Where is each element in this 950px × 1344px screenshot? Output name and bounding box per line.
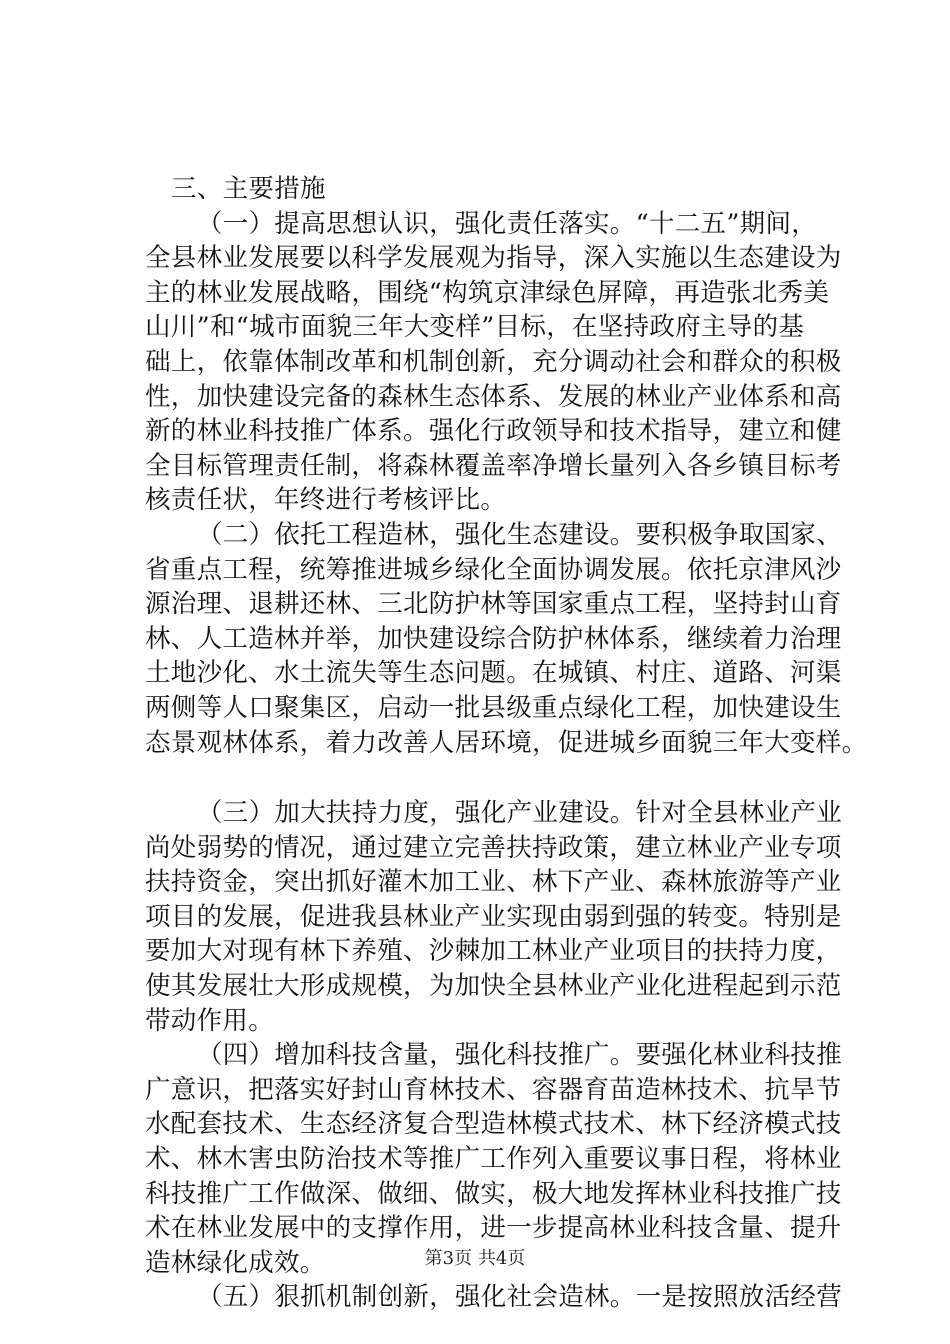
paragraph-line: 广意识，把落实好封山育林技术、容器育苗造林技术、抗旱节: [145, 1074, 842, 1105]
paragraph-line: （一）提高思想认识，强化责任落实。“十二五”期间，: [197, 208, 818, 239]
paragraph-line: 省重点工程，统筹推进城乡绿化全面协调发展。依托京津风沙: [145, 554, 842, 585]
paragraph-line: 主的林业发展战略，围绕“构筑京津绿色屏障，再造张北秀美: [145, 277, 830, 308]
paragraph-line: 术、林木害虫防治技术等推广工作列入重要议事日程，将林业: [145, 1144, 842, 1175]
paragraph-line: 全县林业发展要以科学发展观为指导，深入实施以生态建设为: [145, 243, 842, 274]
paragraph-line: 础上，依靠体制改革和机制创新，充分调动社会和群众的积极: [145, 346, 842, 377]
paragraph-line: 带动作用。: [145, 1005, 275, 1036]
paragraph-line: （三）加大扶持力度，强化产业建设。针对全县林业产业: [197, 798, 843, 829]
paragraph-line: （四）增加科技含量，强化科技推广。要强化林业科技推: [197, 1040, 843, 1071]
paragraph-line: （五）狠抓机制创新，强化社会造林。一是按照放活经营: [197, 1282, 843, 1313]
paragraph-line: 全目标管理责任制，将森林覆盖率净增长量列入各乡镇目标考: [145, 450, 842, 481]
paragraph-line: 使其发展壮大形成规模，为加快全县林业产业化进程起到示范: [145, 971, 842, 1002]
paragraph-line: 土地沙化、水土流失等生态问题。在城镇、村庄、道路、河渠: [145, 658, 842, 689]
section-heading: 三、主要措施: [171, 174, 326, 204]
paragraph-gap: [145, 760, 835, 796]
body-text: [145, 172, 868, 1315]
paragraph-line: 扶持资金，突出抓好灌木加工业、林下产业、森林旅游等产业: [145, 867, 842, 898]
page-number-footer: 第3页 共4页: [424, 1248, 526, 1269]
paragraph-line: 林、人工造林并举，加快建设综合防护林体系，继续着力治理: [145, 623, 842, 654]
paragraph-line: 科技推广工作做深、做细、做实，极大地发挥林业科技推广技: [145, 1178, 842, 1209]
paragraph-line: 山川”和“城市面貌三年大变样”目标，在坚持政府主导的基: [145, 312, 805, 343]
paragraph-line: 水配套技术、生态经济复合型造林模式技术、林下经济模式技: [145, 1109, 842, 1140]
paragraph-line: 源治理、退耕还林、三北防护林等国家重点工程，坚持封山育: [145, 589, 842, 620]
paragraph-line: 要加大对现有林下养殖、沙棘加工林业产业项目的扶持力度，: [145, 936, 842, 967]
paragraph-line: 态景观林体系，着力改善人居环境，促进城乡面貌三年大变样。: [145, 727, 868, 758]
paragraph-line: 尚处弱势的情况，通过建立完善扶持政策，建立林业产业专项: [145, 832, 842, 863]
paragraph-line: 新的林业科技推广体系。强化行政领导和技术指导，建立和健: [145, 416, 842, 447]
paragraph-line: 术在林业发展中的支撑作用，进一步提高林业科技含量、提升: [145, 1213, 842, 1244]
paragraph-line: （二）依托工程造林，强化生态建设。要积极争取国家、: [197, 519, 843, 550]
paragraph-line: 造林绿化成效。: [145, 1247, 326, 1278]
paragraph-line: 性，加快建设完备的森林生态体系、发展的林业产业体系和高: [145, 381, 842, 412]
paragraph-line: 项目的发展，促进我县林业产业实现由弱到强的转变。特别是: [145, 901, 842, 932]
paragraph-line: 两侧等人口聚集区，启动一批县级重点绿化工程，加快建设生: [145, 692, 842, 723]
paragraph-line: 核责任状，年终进行考核评比。: [145, 485, 507, 516]
